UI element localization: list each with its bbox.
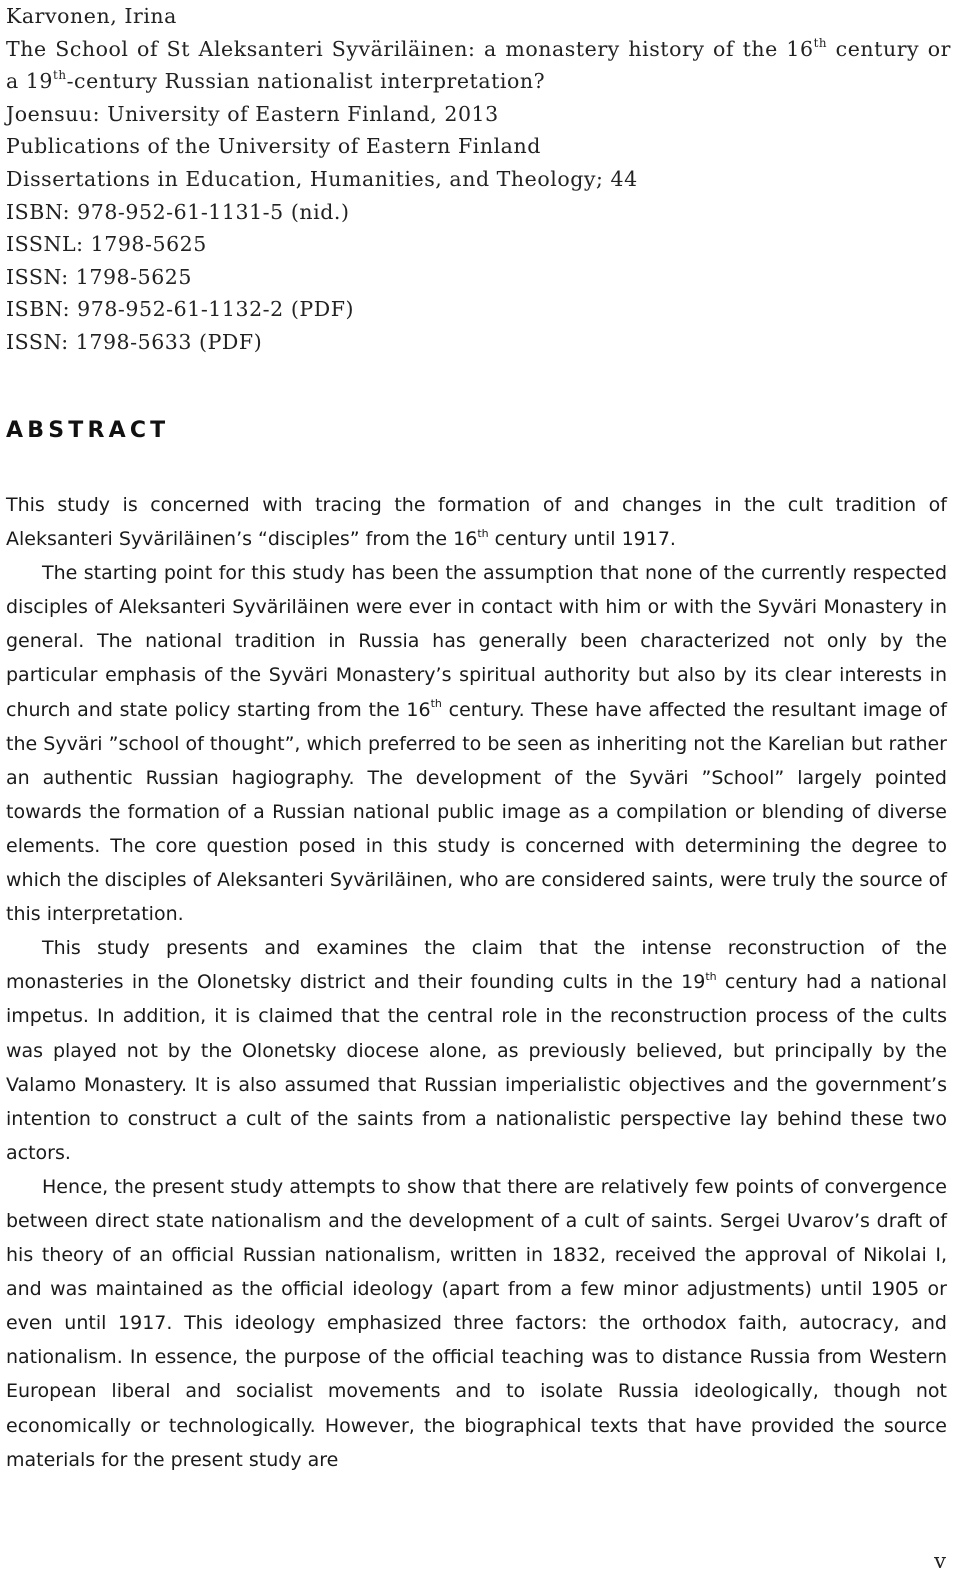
publisher-line: Joensuu: University of Eastern Finland, 2013 — [6, 101, 499, 126]
abstract-body — [6, 488, 947, 1477]
author-name: Karvonen, Irina — [6, 4, 177, 28]
series-line: Publications of the University of Eastern Finland — [6, 134, 541, 159]
abstract-paragraph-4: Hence, the present study attempts to show that there are relatively few points of convergence between direct state nationalism and the development of a cult of saints. Sergei Uvarov’s draft of his theory of an official Russian nationalism, written in 1832, received the approval of Nikolai I, and was maintained as the official ideology (apart from a few minor adjustments) until 1905 or even until 1917. This ideology emphasized three factors: the orthodox faith, autocracy, and nationalism. In essence, the purpose of the official teaching was to distance Russia from Western European liberal and socialist movements and to isolate Russia ideologically, though not economically or technologically. However, the biographical texts that have provided the source materials for the present study are — [6, 1175, 947, 1471]
issn-print: ISSN: 1798-5625 — [6, 264, 192, 289]
abstract-paragraph-2: The starting point for this study has been the assumption that none of the currently respected disciples of Aleksanteri Syväriläinen were ever in contact with him or with the Syväri Monastery in general. The national tradition in Russia has generally been characterized not only by the particular emphasis of the Syväri Monastery’s spiritual authority but also by its clear interests in church and state policy starting from the 16th century. These have affected the resultant image of the Syväri ”school of thought”, which preferred to be seen as inheriting not the Karelian but rather an authentic Russian hagiography. The development of the Syväri ”School” largely pointed towards the formation of a Russian national public image as a compilation or blending of diverse elements. The core question posed in this study is concerned with determining the degree to which the disciples of Aleksanteri Syväriläinen, who are considered saints, were truly the source of this interpretation. — [6, 562, 947, 926]
subseries-line: Dissertations in Education, Humanities, and Theology; 44 — [6, 166, 638, 191]
isbn-print: ISBN: 978-952-61-1131-5 (nid.) — [6, 199, 350, 224]
issn-pdf: ISSN: 1798-5633 (PDF) — [6, 329, 263, 354]
dissertation-title: The School of St Aleksanteri Syväriläinen: a monastery history of the 16th century or a 19th-century Russian nationalist interpretation? — [6, 35, 951, 94]
issnl: ISSNL: 1798-5625 — [6, 232, 207, 257]
abstract-heading: ABSTRACT — [6, 418, 170, 443]
page-number: v — [934, 1549, 946, 1573]
abstract-paragraph-1: This study is concerned with tracing the formation of and changes in the cult tradition of Aleksanteri Syväriläinen’s “disciples” from the 16th century until 1917. — [6, 494, 947, 551]
isbn-pdf: ISBN: 978-952-61-1132-2 (PDF) — [6, 297, 355, 322]
abstract-paragraph-3: This study presents and examines the claim that the intense reconstruction of the monasteries in the Olonetsky district and their founding cults in the 19th century had a national impetus. In addition, it is claimed that the central role in the reconstruction process of the cults was played not by the Olonetsky diocese alone, as previously believed, but principally by the Valamo Monastery. It is also assumed that Russian imperialistic objectives and the government’s intention to construct a cult of the saints from a nationalistic perspective lay behind these two actors. — [6, 937, 947, 1164]
citation-block — [6, 0, 951, 359]
